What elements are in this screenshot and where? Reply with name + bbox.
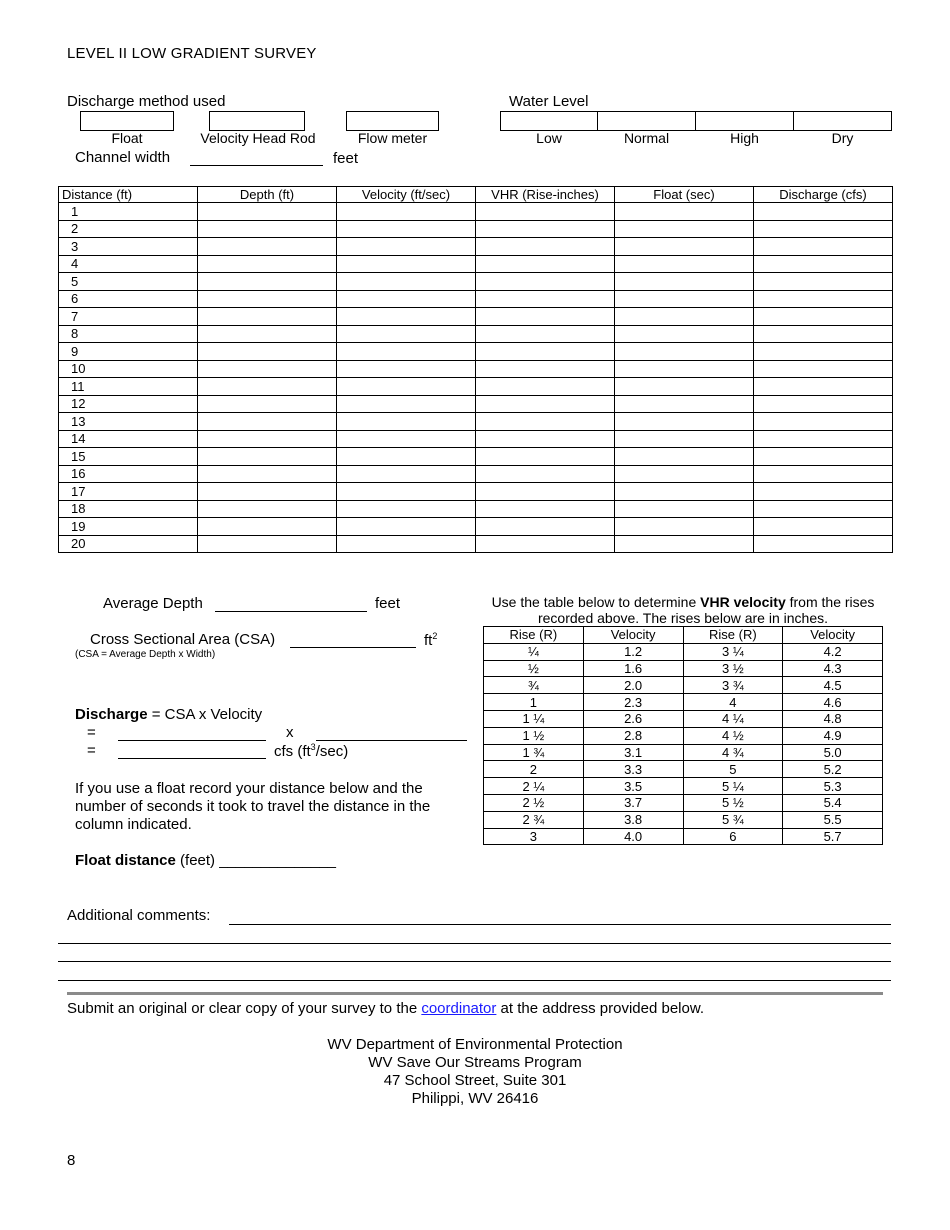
vhr-col-velocity-1: Velocity [583, 627, 683, 644]
row-number: 2 [59, 220, 198, 238]
data-entry-cell[interactable] [337, 430, 476, 448]
data-entry-cell[interactable] [754, 238, 893, 256]
vhr-velocity-cell: 2.3 [583, 694, 683, 711]
velocity-head-rod-checkbox[interactable] [209, 111, 305, 131]
data-entry-cell[interactable] [476, 360, 615, 378]
row-number: 8 [59, 325, 198, 343]
vhr-rise-cell: 3 [484, 828, 584, 845]
vhr-velocity-cell: 3.8 [583, 811, 683, 828]
data-entry-cell[interactable] [337, 378, 476, 396]
data-entry-cell[interactable] [476, 343, 615, 361]
row-number: 14 [59, 430, 198, 448]
comment-line-3[interactable] [58, 961, 891, 962]
dry-checkbox[interactable] [793, 111, 892, 131]
data-entry-cell[interactable] [337, 273, 476, 291]
data-entry-cell[interactable] [198, 500, 337, 518]
vhr-row [484, 677, 883, 694]
table-header-row [59, 187, 893, 203]
data-entry-cell[interactable] [476, 273, 615, 291]
csa-field[interactable] [290, 647, 416, 648]
vhr-velocity-cell: 2.0 [583, 677, 683, 694]
table-row [59, 413, 893, 431]
data-entry-cell[interactable] [476, 535, 615, 553]
data-entry-cell[interactable] [615, 483, 754, 501]
data-entry-cell[interactable] [337, 360, 476, 378]
col-velocity: Velocity (ft/sec) [337, 187, 476, 203]
vhr-velocity-cell: 4.5 [783, 677, 883, 694]
data-entry-cell[interactable] [615, 430, 754, 448]
additional-comments-label: Additional comments: [67, 907, 211, 924]
data-entry-cell[interactable] [615, 273, 754, 291]
data-entry-cell[interactable] [754, 395, 893, 413]
data-entry-cell[interactable] [615, 535, 754, 553]
data-entry-cell[interactable] [476, 238, 615, 256]
vhr-rise-cell: 5 [683, 761, 783, 778]
col-vhr: VHR (Rise-inches) [476, 187, 615, 203]
vhr-row [484, 710, 883, 727]
vhr-row [484, 794, 883, 811]
data-entry-cell[interactable] [615, 360, 754, 378]
data-entry-cell[interactable] [615, 203, 754, 221]
average-depth-field[interactable] [215, 611, 367, 612]
data-entry-cell[interactable] [337, 308, 476, 326]
data-entry-cell[interactable] [615, 255, 754, 273]
data-entry-cell[interactable] [476, 448, 615, 466]
data-entry-cell[interactable] [754, 518, 893, 536]
row-number: 5 [59, 273, 198, 291]
data-entry-cell[interactable] [476, 465, 615, 483]
row-number: 19 [59, 518, 198, 536]
vhr-velocity-cell: 3.3 [583, 761, 683, 778]
discharge-method-label: Discharge method used [67, 93, 226, 110]
row-number: 13 [59, 413, 198, 431]
data-entry-cell[interactable] [337, 483, 476, 501]
vhr-rise-cell: 2 [484, 761, 584, 778]
data-entry-cell[interactable] [754, 290, 893, 308]
vhr-row [484, 727, 883, 744]
data-entry-cell[interactable] [198, 203, 337, 221]
csa-label: Cross Sectional Area (CSA) [90, 631, 276, 648]
channel-width-label: Channel width [75, 149, 171, 166]
data-entry-cell[interactable] [754, 448, 893, 466]
data-entry-cell[interactable] [198, 483, 337, 501]
high-checkbox[interactable] [695, 111, 794, 131]
data-entry-cell[interactable] [476, 325, 615, 343]
data-entry-cell[interactable] [754, 535, 893, 553]
data-entry-cell[interactable] [476, 255, 615, 273]
channel-width-unit: feet [333, 150, 359, 167]
vhr-rise-cell: 2 ½ [484, 794, 584, 811]
vhr-velocity-cell: 5.3 [783, 778, 883, 795]
data-entry-cell[interactable] [615, 500, 754, 518]
data-entry-cell[interactable] [337, 238, 476, 256]
velocity-head-rod-option-label: Velocity Head Rod [200, 130, 316, 146]
vhr-velocity-table [483, 626, 883, 845]
table-row [59, 203, 893, 221]
data-entry-cell[interactable] [198, 378, 337, 396]
data-entry-cell[interactable] [476, 413, 615, 431]
multiply-sign: x [286, 724, 294, 741]
row-number: 18 [59, 500, 198, 518]
table-row [59, 273, 893, 291]
table-row [59, 430, 893, 448]
vhr-row [484, 828, 883, 845]
row-number: 11 [59, 378, 198, 396]
vhr-velocity-cell: 4.0 [583, 828, 683, 845]
csa-unit: $ft^2$ [424, 631, 438, 649]
vhr-velocity-cell: 2.6 [583, 710, 683, 727]
table-row [59, 220, 893, 238]
vhr-velocity-cell: 5.4 [783, 794, 883, 811]
table-row [59, 448, 893, 466]
data-entry-cell[interactable] [615, 518, 754, 536]
vhr-row [484, 778, 883, 795]
data-entry-cell[interactable] [198, 413, 337, 431]
vhr-rise-cell: 5 ¼ [683, 778, 783, 795]
address-line-3: 47 School Street, Suite 301 [383, 1072, 567, 1089]
col-discharge: Discharge (cfs) [754, 187, 893, 203]
vhr-velocity-cell: 4.9 [783, 727, 883, 744]
survey-data-table [58, 186, 893, 553]
table-row [59, 378, 893, 396]
vhr-rise-cell: ½ [484, 660, 584, 677]
vhr-rise-cell: ¾ [484, 677, 584, 694]
data-entry-cell[interactable] [615, 238, 754, 256]
discharge-result-field[interactable] [118, 758, 266, 759]
data-entry-cell[interactable] [198, 220, 337, 238]
data-entry-cell[interactable] [337, 413, 476, 431]
data-entry-cell[interactable] [615, 465, 754, 483]
data-entry-cell[interactable] [337, 448, 476, 466]
data-entry-cell[interactable] [476, 203, 615, 221]
address-line-4: Philippi, WV 26416 [411, 1090, 539, 1107]
average-depth-label: Average Depth [103, 595, 203, 612]
vhr-rise-cell: 4 ¼ [683, 710, 783, 727]
row-number: 4 [59, 255, 198, 273]
row-number: 6 [59, 290, 198, 308]
row-number: 15 [59, 448, 198, 466]
data-entry-cell[interactable] [615, 290, 754, 308]
data-entry-cell[interactable] [615, 220, 754, 238]
data-entry-cell[interactable] [754, 255, 893, 273]
data-entry-cell[interactable] [198, 465, 337, 483]
vhr-rise-cell: 3 ¼ [683, 643, 783, 660]
data-entry-cell[interactable] [337, 465, 476, 483]
col-depth: Depth (ft) [198, 187, 337, 203]
vhr-rise-cell: 3 ¾ [683, 677, 783, 694]
vhr-velocity-cell: 5.5 [783, 811, 883, 828]
discharge-equals-2: = [87, 742, 96, 759]
table-row [59, 535, 893, 553]
row-number: 10 [59, 360, 198, 378]
vhr-header-row [484, 627, 883, 644]
vhr-row [484, 643, 883, 660]
float-distance-field[interactable]: Float distance (feet) ______________ [75, 852, 336, 869]
page-number: 8 [67, 1152, 76, 1169]
vhr-velocity-cell: 5.2 [783, 761, 883, 778]
row-number: 16 [59, 465, 198, 483]
data-entry-cell[interactable] [337, 535, 476, 553]
row-number: 7 [59, 308, 198, 326]
data-entry-cell[interactable] [198, 360, 337, 378]
water-level-label: Water Level [509, 93, 589, 110]
float-checkbox[interactable] [80, 111, 174, 131]
vhr-rise-cell: 4 ½ [683, 727, 783, 744]
address-line-2: WV Save Our Streams Program [368, 1054, 582, 1071]
channel-width-field[interactable] [190, 165, 323, 166]
table-row [59, 518, 893, 536]
data-entry-cell[interactable] [615, 343, 754, 361]
data-entry-cell[interactable] [615, 325, 754, 343]
low-option-label: Low [536, 130, 562, 146]
row-number: 1 [59, 203, 198, 221]
row-number: 3 [59, 238, 198, 256]
data-entry-cell[interactable] [198, 290, 337, 308]
data-entry-cell[interactable] [754, 308, 893, 326]
comment-line-1[interactable] [229, 924, 891, 925]
cfs-unit: cfs $(ft^3/\sec)$ [274, 742, 349, 760]
table-row [59, 343, 893, 361]
table-row [59, 500, 893, 518]
vhr-rise-cell: 4 ¾ [683, 744, 783, 761]
vhr-velocity-cell: 4.8 [783, 710, 883, 727]
vhr-rise-cell: 1 ¼ [484, 710, 584, 727]
dry-option-label: Dry [831, 130, 854, 146]
vhr-velocity-cell: 1.6 [583, 660, 683, 677]
normal-option-label: Normal [623, 130, 670, 146]
row-number: 20 [59, 535, 198, 553]
velocity-value-field[interactable] [316, 740, 467, 741]
vhr-instructions: Use the table below to determine VHR velocity from the rises recorded above. The rises below are in inches. [491, 594, 875, 626]
vhr-col-velocity-2: Velocity [783, 627, 883, 644]
normal-checkbox[interactable] [597, 111, 696, 131]
vhr-velocity-cell: 4.2 [783, 643, 883, 660]
vhr-row [484, 811, 883, 828]
data-entry-cell[interactable] [198, 343, 337, 361]
csa-note: (CSA = Average Depth x Width) [75, 649, 216, 660]
data-entry-cell[interactable] [476, 518, 615, 536]
vhr-velocity-cell: 3.7 [583, 794, 683, 811]
data-entry-cell[interactable] [198, 255, 337, 273]
vhr-row [484, 744, 883, 761]
vhr-rise-cell: 2 ¾ [484, 811, 584, 828]
data-entry-cell[interactable] [337, 255, 476, 273]
table-row [59, 290, 893, 308]
data-entry-cell[interactable] [615, 395, 754, 413]
data-entry-cell[interactable] [754, 325, 893, 343]
comment-line-2[interactable] [58, 943, 891, 944]
vhr-rise-cell: 5 ½ [683, 794, 783, 811]
data-entry-cell[interactable] [337, 343, 476, 361]
data-entry-cell[interactable] [337, 500, 476, 518]
data-entry-cell[interactable] [476, 500, 615, 518]
data-entry-cell[interactable] [198, 395, 337, 413]
col-distance: Distance (ft) [59, 187, 198, 203]
vhr-velocity-cell: 4.6 [783, 694, 883, 711]
vhr-velocity-cell: 3.5 [583, 778, 683, 795]
vhr-col-rise-1: Rise (R) [484, 627, 584, 644]
low-checkbox[interactable] [500, 111, 598, 131]
submit-instructions: Submit an original or clear copy of your survey to the coordinator at the address provided below. [67, 1000, 705, 1017]
data-entry-cell[interactable] [476, 430, 615, 448]
vhr-row [484, 761, 883, 778]
data-entry-cell[interactable] [754, 465, 893, 483]
comment-line-4[interactable] [58, 980, 891, 981]
vhr-row [484, 694, 883, 711]
data-entry-cell[interactable] [476, 290, 615, 308]
csa-value-field[interactable] [118, 740, 266, 741]
high-option-label: High [730, 130, 759, 146]
data-entry-cell[interactable] [754, 413, 893, 431]
data-entry-cell[interactable] [476, 395, 615, 413]
data-entry-cell[interactable] [476, 220, 615, 238]
vhr-velocity-cell: 5.0 [783, 744, 883, 761]
data-entry-cell[interactable] [754, 273, 893, 291]
table-row [59, 325, 893, 343]
row-number: 17 [59, 483, 198, 501]
data-entry-cell[interactable] [754, 203, 893, 221]
discharge-equals-1: = [87, 724, 96, 741]
row-number: 9 [59, 343, 198, 361]
data-entry-cell[interactable] [337, 220, 476, 238]
data-entry-cell[interactable] [754, 430, 893, 448]
data-entry-cell[interactable] [337, 203, 476, 221]
data-entry-cell[interactable] [198, 518, 337, 536]
vhr-rise-cell: 2 ¼ [484, 778, 584, 795]
table-row [59, 360, 893, 378]
vhr-rise-cell: 1 [484, 694, 584, 711]
vhr-row [484, 660, 883, 677]
flow-meter-option-label: Flow meter [357, 130, 428, 146]
coordinator-link[interactable]: coordinator [421, 1000, 497, 1017]
mailing-address [0, 1036, 950, 1108]
table-row [59, 308, 893, 326]
discharge-formula: Discharge = CSA x Velocity [75, 706, 263, 723]
average-depth-unit: feet [375, 595, 401, 612]
section-divider [67, 992, 883, 995]
data-entry-cell[interactable] [754, 378, 893, 396]
table-row [59, 465, 893, 483]
col-float: Float (sec) [615, 187, 754, 203]
data-entry-cell[interactable] [337, 325, 476, 343]
data-entry-cell[interactable] [754, 220, 893, 238]
vhr-rise-cell: 1 ¾ [484, 744, 584, 761]
vhr-rise-cell: 4 [683, 694, 783, 711]
table-row [59, 395, 893, 413]
vhr-col-rise-2: Rise (R) [683, 627, 783, 644]
data-entry-cell[interactable] [198, 273, 337, 291]
vhr-velocity-cell: 2.8 [583, 727, 683, 744]
vhr-velocity-cell: 3.1 [583, 744, 683, 761]
vhr-rise-cell: 3 ½ [683, 660, 783, 677]
data-entry-cell[interactable] [198, 535, 337, 553]
data-entry-cell[interactable] [754, 483, 893, 501]
float-option-label: Float [111, 130, 143, 146]
vhr-rise-cell: ¼ [484, 643, 584, 660]
data-entry-cell[interactable] [754, 360, 893, 378]
address-line-1: WV Department of Environmental Protection [327, 1036, 623, 1053]
vhr-rise-cell: 1 ½ [484, 727, 584, 744]
data-entry-cell[interactable] [337, 290, 476, 308]
vhr-velocity-cell: 4.3 [783, 660, 883, 677]
data-entry-cell[interactable] [198, 238, 337, 256]
data-entry-cell[interactable] [198, 308, 337, 326]
data-entry-cell[interactable] [198, 325, 337, 343]
vhr-rise-cell: 5 ¾ [683, 811, 783, 828]
data-entry-cell[interactable] [754, 343, 893, 361]
table-row [59, 483, 893, 501]
flow-meter-checkbox[interactable] [346, 111, 439, 131]
data-entry-cell[interactable] [754, 500, 893, 518]
data-entry-cell[interactable] [615, 308, 754, 326]
data-entry-cell[interactable] [615, 448, 754, 466]
page-title: LEVEL II LOW GRADIENT SURVEY [67, 45, 317, 62]
data-entry-cell[interactable] [198, 448, 337, 466]
data-entry-cell[interactable] [198, 430, 337, 448]
float-instructions: If you use a float record your distance below and the number of seconds it took to travel the distance in the column indicated. [75, 780, 431, 833]
data-entry-cell[interactable] [476, 483, 615, 501]
row-number: 12 [59, 395, 198, 413]
data-entry-cell[interactable] [476, 308, 615, 326]
data-entry-cell[interactable] [337, 395, 476, 413]
data-entry-cell[interactable] [615, 413, 754, 431]
vhr-velocity-cell: 1.2 [583, 643, 683, 660]
vhr-velocity-cell: 5.7 [783, 828, 883, 845]
data-entry-cell[interactable] [337, 518, 476, 536]
table-row [59, 255, 893, 273]
table-row [59, 238, 893, 256]
vhr-rise-cell: 6 [683, 828, 783, 845]
data-entry-cell[interactable] [476, 378, 615, 396]
data-entry-cell[interactable] [615, 378, 754, 396]
